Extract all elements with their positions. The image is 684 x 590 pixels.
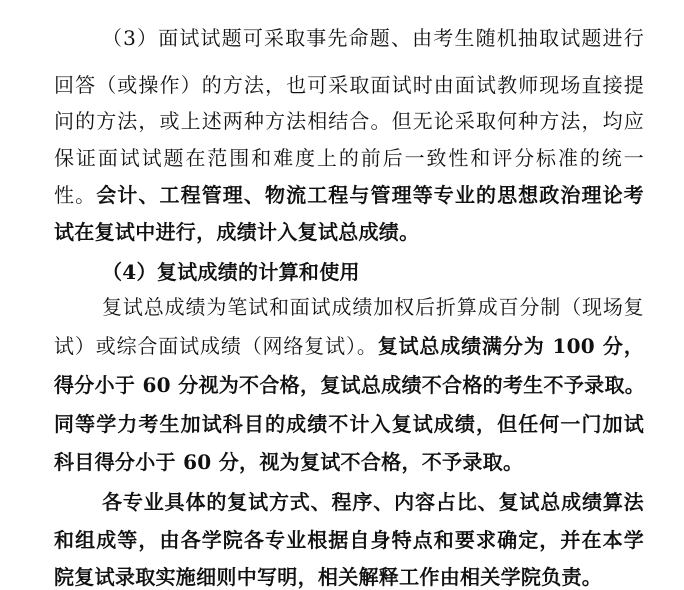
para4-line-4: 同等学力考生加试科目的成绩不计入复试成绩，但任何一门加试 (54, 412, 644, 436)
para4-line-2-normal: 试）或综合面试成绩（网络复试）。 (54, 334, 378, 358)
para3-bold-sentence-end: 试在复试中进行，成绩计入复试总成绩。 (54, 220, 420, 244)
section-heading-4: （4）复试成绩的计算和使用 (102, 260, 360, 284)
para3-bold-sentence-start: 会计、工程管理、物流工程与管理等专业的思想政治理论考 (96, 183, 644, 207)
para3-line-5-normal: 性。 (54, 183, 97, 207)
para3-line-5 (54, 183, 644, 207)
para5-line-3: 院复试录取实施细则中写明，相关解释工作由相关学院负责。 (54, 565, 603, 589)
para3-line-2: 回答（或操作）的方法，也可采取面试时由面试教师现场直接提 (54, 73, 644, 97)
para4-line-2-bold: 复试总成绩满分为 100 分， (377, 334, 644, 358)
para3-line-3: 问的方法，或上述两种方法相结合。但无论采取何种方法，均应 (54, 109, 644, 133)
para5-line-1: 各专业具体的复试方式、程序、内容占比、复试总成绩算法 (102, 490, 644, 514)
para5-line-2: 和组成等，由各学院各专业根据自身特点和要求确定，并在本学 (54, 528, 644, 552)
para4-line-2 (54, 334, 644, 358)
para3-line-1: （3）面试试题可采取事先命题、由考生随机抽取试题进行 (102, 26, 644, 50)
para4-line-3: 得分小于 60 分视为不合格，复试总成绩不合格的考生不予录取。 (54, 373, 646, 397)
para4-line-5: 科目得分小于 60 分，视为复试不合格，不予录取。 (54, 450, 524, 474)
para3-line-4: 保证面试试题在范围和难度上的前后一致性和评分标准的统一 (54, 146, 644, 170)
para4-line-1: 复试总成绩为笔试和面试成绩加权后折算成百分制（现场复 (102, 295, 644, 319)
